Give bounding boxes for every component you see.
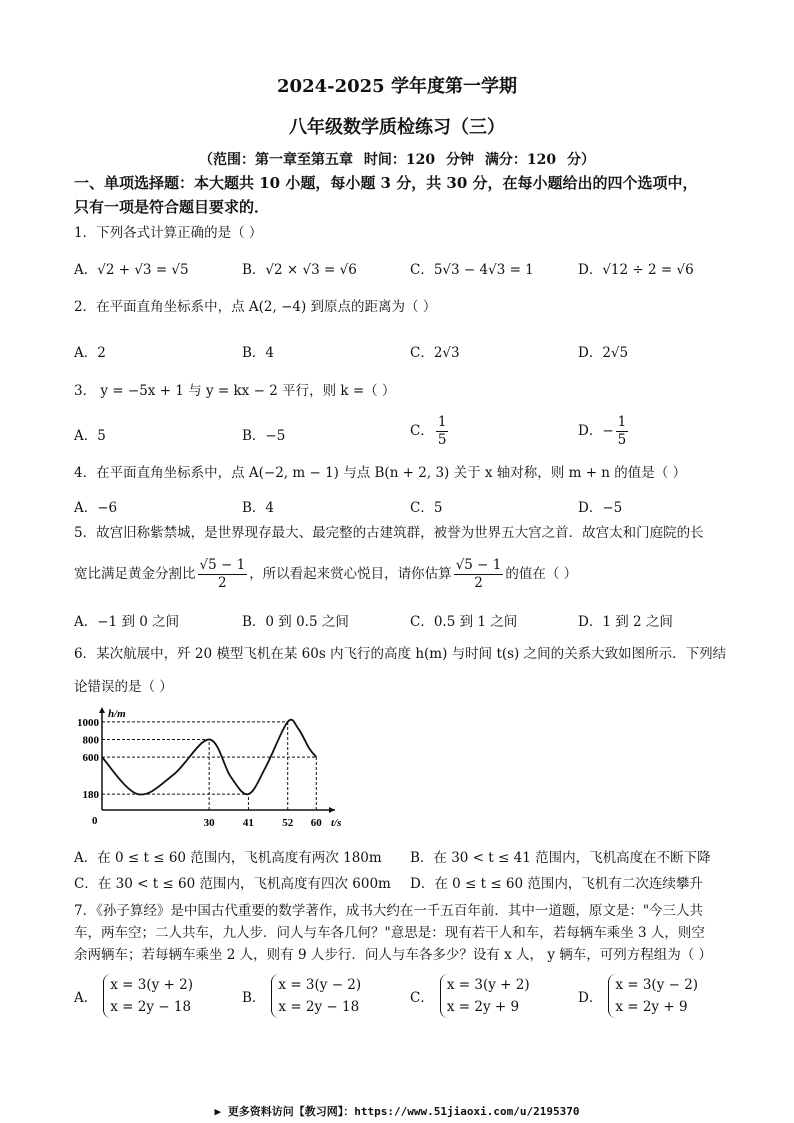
equation-line: x = 3(y − 2) [278, 977, 362, 993]
equation-system [608, 974, 698, 1018]
q3-option-c-label: C． [410, 423, 434, 439]
q3-option-d[interactable] [578, 414, 630, 449]
equation-line: x = 3(y + 2) [446, 977, 530, 993]
q5-option-a[interactable]: A．−1 到 0 之间 [74, 614, 180, 630]
q2-option-d[interactable]: D．2√5 [578, 345, 629, 361]
q7-option-b-label: B． [242, 990, 266, 1006]
q1-option-b[interactable]: B．√2 × √3 = √6 [242, 262, 357, 278]
q5-option-d[interactable]: D．1 到 2 之间 [578, 614, 673, 630]
equation-system [440, 974, 530, 1018]
page-year-title: 2024-2025 学年度第一学期 [277, 76, 517, 97]
section-heading-line2: 只有一项是符合题目要求的． [74, 198, 270, 216]
question-4-stem: 4．在平面直角坐标系中，点 A(−2, m − 1) 与点 B(n + 2, 3) 关于 x 轴对称，则 m + n 的值是（ ） [74, 465, 687, 481]
q5-text-c: 的值在（ ） [505, 566, 578, 582]
equation-line: x = 3(y + 2) [110, 977, 193, 993]
fraction-numerator: √5 − 1 [199, 557, 246, 573]
y-tick-label: 1000 [77, 716, 99, 729]
q3-option-d-label: D．− [578, 423, 614, 439]
question-2-options [74, 341, 734, 371]
footer-link[interactable]: ▶ 更多资料访问【教习网】：https://www.51jiaoxi.com/u/2195370 [214, 1105, 580, 1118]
q5-option-c[interactable]: C．0.5 到 1 之间 [410, 614, 518, 630]
q4-option-d[interactable]: D．−5 [578, 500, 623, 516]
q7-option-b[interactable] [242, 974, 361, 1018]
question-7-options [74, 974, 734, 1026]
equation-line: x = 2y − 18 [278, 999, 360, 1015]
q7-option-c-label: C． [410, 990, 434, 1006]
question-7-stem-line2: 车，两车空；二人共车，九人步．问人与车各几何？"意思是：现有若干人和车，若每辆车乘坐 3 人，则空 [74, 925, 705, 941]
q6-option-a[interactable]: A．在 0 ≤ t ≤ 60 范围内，飞机高度有两次 180m [74, 850, 382, 866]
q7-option-a-label: A． [74, 990, 98, 1006]
equation-line: x = 2y + 9 [446, 999, 520, 1015]
exam-scope: （范围：第一章至第五章 时间：120 分钟 满分：120 分） [199, 152, 595, 168]
q5-option-b[interactable]: B．0 到 0.5 之间 [242, 614, 349, 630]
question-7-stem-line3: 余两辆车；若每辆车乘坐 2 人，则有 9 人步行．问人与车各多少？设有 x 人， y 辆车，可列方程组为（ ） [74, 947, 713, 963]
question-1-options [74, 258, 734, 288]
fraction-numerator: 1 [437, 414, 447, 430]
q4-option-b[interactable]: B．4 [242, 500, 275, 516]
q7-option-d[interactable] [578, 974, 698, 1018]
question-6-options-row1 [74, 846, 734, 868]
q3-option-d-fraction [616, 414, 629, 449]
q2-option-b[interactable]: B．4 [242, 345, 275, 361]
equation-line: x = 2y + 9 [615, 999, 688, 1015]
q3-option-b[interactable]: B．−5 [242, 428, 286, 444]
q2-option-c[interactable]: C．2√3 [410, 345, 460, 361]
fraction-numerator: √5 − 1 [455, 557, 502, 573]
fraction-denominator: 2 [218, 575, 227, 591]
q6-option-b[interactable]: B．在 30 < t ≤ 41 范围内，飞机高度在不断下降 [410, 850, 711, 866]
fraction-denominator: 5 [437, 432, 447, 448]
question-3-options [74, 414, 734, 456]
equation-system [103, 974, 193, 1018]
fraction-denominator: 5 [617, 432, 627, 448]
q3-option-c[interactable] [410, 414, 450, 449]
page-title: 八年级数学质检练习（三） [289, 117, 505, 138]
y-tick-label: 800 [82, 734, 99, 747]
question-6-stem-line2: 论错误的是（ ） [74, 679, 173, 695]
q3-option-c-fraction [436, 414, 449, 449]
question-1-stem: 1．下列各式计算正确的是（ ） [74, 225, 263, 241]
golden-ratio-fraction [198, 557, 248, 592]
q6-option-d[interactable]: D．在 0 ≤ t ≤ 60 范围内，飞机有二次连续攀升 [410, 876, 703, 892]
y-tick-label: 180 [82, 789, 99, 802]
question-5-options [74, 610, 734, 640]
q1-option-d[interactable]: D．√12 ÷ 2 = √6 [578, 262, 694, 278]
x-axis-arrow [329, 807, 335, 813]
q7-option-a[interactable] [74, 974, 193, 1018]
y-tick-label: 600 [82, 752, 99, 765]
q7-option-c[interactable] [410, 974, 530, 1018]
q5-text-b: ，所以看起来赏心悦目，请你估算 [249, 566, 452, 582]
origin-label: 0 [92, 815, 98, 827]
question-2-stem: 2．在平面直角坐标系中，点 A(2, −4) 到原点的距离为（ ） [74, 299, 437, 315]
equation-system [271, 974, 361, 1018]
q1-option-a[interactable]: A．√2 + √3 = √5 [74, 262, 189, 278]
question-6-stem: 6．某次航展中，歼 20 模型飞机在某 60s 内飞行的高度 h(m) 与时间 t(s) 之间的关系大致如图所示．下列结 [74, 646, 727, 662]
q7-option-d-label: D． [578, 990, 603, 1006]
fraction-numerator: 1 [617, 414, 627, 430]
q4-option-a[interactable]: A．−6 [74, 500, 118, 516]
x-tick-label: 30 [203, 817, 215, 829]
q5-text-a: 宽比满足黄金分割比 [74, 566, 196, 582]
q1-option-c[interactable]: C．5√3 − 4√3 = 1 [410, 262, 534, 278]
question-6-options-row2 [74, 872, 734, 894]
altitude-time-chart [72, 705, 342, 835]
golden-ratio-fraction-2 [454, 557, 504, 592]
equation-line: x = 2y − 18 [110, 999, 192, 1015]
y-axis-label: h/m [108, 708, 126, 720]
section-heading-line1: 一、单项选择题：本大题共 10 小题，每小题 3 分，共 30 分，在每小题给出的四个选项中， [74, 174, 698, 192]
x-tick-label: 41 [242, 817, 254, 829]
q3-option-a[interactable]: A．5 [74, 428, 106, 444]
question-5-stem: 5．故宫旧称紫禁城，是世界现存最大、最完整的古建筑群，被誉为世界五大宫之首．故宫太和门庭院的长 [74, 525, 704, 541]
question-5-stem-line2 [74, 554, 734, 594]
q2-option-a[interactable]: A．2 [74, 345, 106, 361]
q6-option-c[interactable]: C．在 30 < t ≤ 60 范围内，飞机高度有四次 600m [74, 876, 391, 892]
fraction-denominator: 2 [474, 575, 483, 591]
q4-option-c[interactable]: C．5 [410, 500, 443, 516]
x-tick-label: 60 [310, 817, 322, 829]
question-7-stem: 7．《孙子算经》是中国古代重要的数学著作，成书大约在一千五百年前．其中一道题，原文是："今三人共 [74, 903, 704, 919]
y-axis-arrow [99, 707, 105, 713]
equation-line: x = 3(y − 2) [615, 977, 699, 993]
x-axis-label: t/s [331, 817, 342, 829]
question-3-stem: 3． y = −5x + 1 与 y = kx − 2 平行，则 k =（ ） [74, 383, 396, 399]
x-tick-label: 52 [282, 817, 294, 829]
